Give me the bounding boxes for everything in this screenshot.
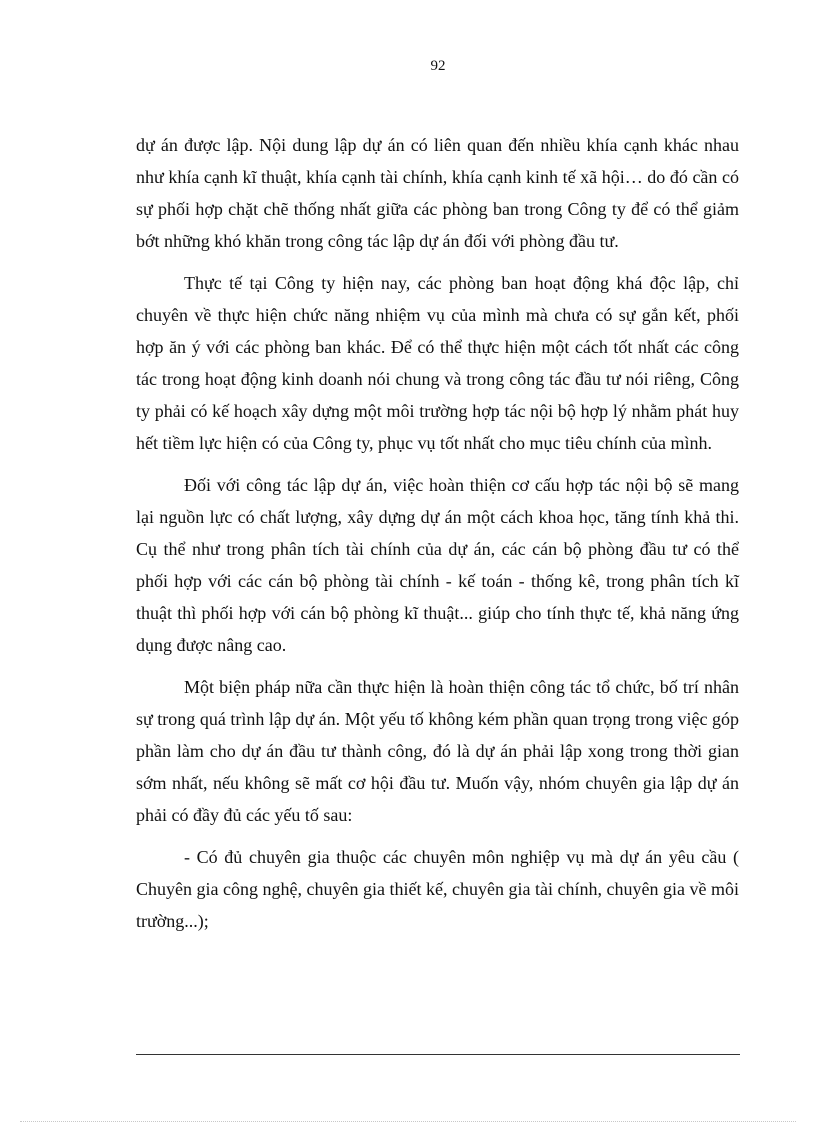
paragraph-4: Một biện pháp nữa cần thực hiện là hoàn thiện công tác tổ chức, bố trí nhân sự trong quá trình lập dự án. Một yếu tố không kém phần quan trọng trong việc góp phần làm cho dự án đầu tư thành công, đó là dự án phải lập xong trong thời gian sớm nhất, nếu không sẽ mất cơ hội đầu tư. Muốn vậy, nhóm chuyên gia lập dự án phải có đầy đủ các yếu tố sau: — [136, 677, 739, 825]
paragraph-5: - Có đủ chuyên gia thuộc các chuyên môn nghiệp vụ mà dự án yêu cầu ( Chuyên gia công nghệ, chuyên gia thiết kế, chuyên gia tài chính, chuyên gia về môi trường...); — [136, 847, 739, 931]
page-number: 92 — [430, 58, 446, 74]
footer-rule — [136, 1054, 740, 1055]
paragraph-2: Thực tế tại Công ty hiện nay, các phòng ban hoạt động khá độc lập, chỉ chuyên về thực hiện chức năng nhiệm vụ của mình mà chưa có sự gắn kết, phối hợp ăn ý với các phòng ban khác. Để có thể thực hiện một cách tốt nhất các công tác trong hoạt động kinh doanh nói chung và trong công tác đầu tư nói riêng, Công ty phải có kế hoạch xây dựng một môi trường hợp tác nội bộ hợp lý nhằm phát huy hết tiềm lực hiện có của Công ty, phục vụ tốt nhất cho mục tiêu chính của mình. — [136, 273, 739, 453]
paragraph-1: dự án được lập. Nội dung lập dự án có liên quan đến nhiều khía cạnh khác nhau như khía cạnh kĩ thuật, khía cạnh tài chính, khía cạnh kinh tế xã hội… do đó cần có sự phối hợp chặt chẽ thống nhất giữa các phòng ban trong Công ty để có thể giảm bớt những khó khăn trong công tác lập dự án đối với phòng đầu tư. — [136, 135, 739, 251]
body-text — [136, 129, 739, 947]
paragraph-3: Đối với công tác lập dự án, việc hoàn thiện cơ cấu hợp tác nội bộ sẽ mang lại nguồn lực có chất lượng, xây dựng dự án một cách khoa học, tăng tính khả thi. Cụ thể như trong phân tích tài chính của dự án, các cán bộ phòng đầu tư có thể phối hợp với các cán bộ phòng tài chính - kế toán - thống kê, trong phân tích kĩ thuật thì phối hợp với cán bộ phòng kĩ thuật... giúp cho tính thực tế, khả năng ứng dụng được nâng cao. — [136, 475, 739, 655]
page-edge-dots — [20, 1121, 796, 1122]
